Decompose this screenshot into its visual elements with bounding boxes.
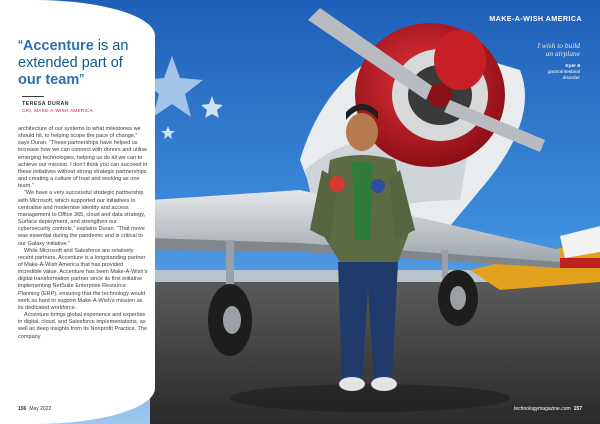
kid-condition: gastrointestinal disorder bbox=[547, 70, 580, 82]
body-paragraph: Accenture brings global experience and expertise in digital, cloud, and Salesforce implementations, as well as deep insights from its Nonprofit Practice. The company bbox=[18, 312, 148, 340]
quote-emphasis: our team bbox=[18, 72, 80, 88]
pull-quote: “Accenture is an extended part of our team” bbox=[18, 38, 129, 88]
attribution-name: TERESA DURAN bbox=[22, 101, 70, 107]
wish-quote: I wish to build an airplane bbox=[537, 41, 580, 59]
attribution-rule bbox=[22, 96, 44, 97]
quote-attribution bbox=[22, 96, 142, 113]
attribution-role: CIO, MAKE-A-WISH AMERICA bbox=[22, 108, 94, 113]
body-paragraph: architecture of our systems to what milestones we should hit, to helping scope the pace of change,” says Duran. “These partnerships have helped us increase how we can connect with donors and utilise emerging technologies, helping us do all we can to achieve our mission. I don't think you can succeed in these initiatives without strong strategic partnerships and creating a culture of trust and working as one team.” bbox=[18, 126, 148, 190]
folio-left bbox=[18, 406, 51, 412]
quote-brand: Accenture bbox=[22, 38, 94, 54]
page-number-left: 156 bbox=[18, 406, 27, 412]
section-tag: MAKE-A-WISH AMERICA bbox=[489, 14, 582, 23]
folio-right bbox=[514, 406, 582, 412]
body-paragraph: While Microsoft and Salesforce are relatively recent partners, Accenture is a longstanding partner of Make-A-Wish America that has provided incredible value. Accenture has been Make-A-Wish’s digital transformation partner since its first initiative implementing NetSuite Enterprise Resource Planning (ERP), ensuring that the technology would work as hard to support Make-A-Wish’s mission as its dedicated workforce. bbox=[18, 247, 148, 311]
body-paragraph: “We have a very successful strategic partnership with Microsoft, which supported our initiatives to centralise and modernise identity and access management to Office 365, cloud and data strategy, Surface deployment, and strengthen our cybersecurity controls,” explains Duran. “That move was essential during the pandemic and is critical to our Galaxy initiative.” bbox=[18, 190, 146, 247]
article-body bbox=[18, 126, 148, 341]
issue-date: May 2022 bbox=[29, 406, 52, 412]
kid-name: Kyer 9 bbox=[565, 64, 580, 69]
page-number-right: 157 bbox=[573, 406, 582, 412]
site-url: technologymagazine.com bbox=[513, 406, 571, 412]
text-panel bbox=[0, 0, 155, 424]
